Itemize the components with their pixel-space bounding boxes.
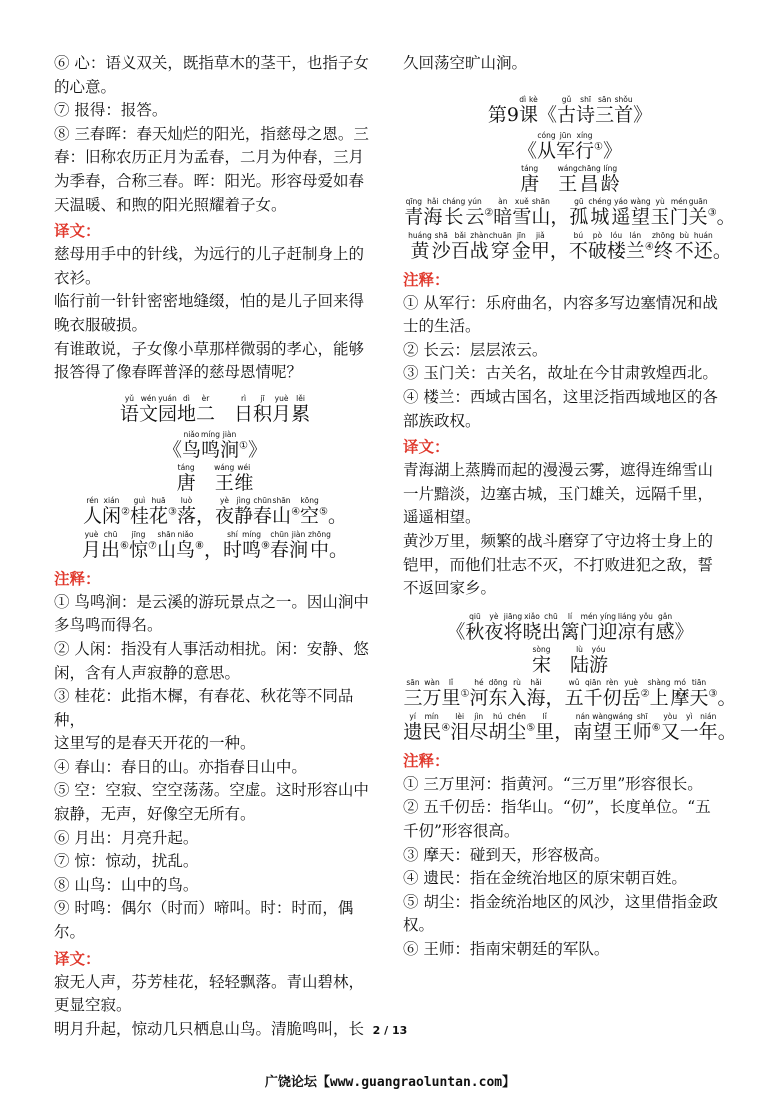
plain-char: ， bbox=[549, 239, 569, 262]
poem2-verse-1 bbox=[403, 679, 737, 713]
ruby-char: 累lěi bbox=[291, 393, 311, 425]
note-line: 士的生活。 bbox=[403, 317, 481, 336]
footnote-mark: ① bbox=[239, 440, 248, 452]
ruby-char: 仞rèn bbox=[602, 677, 622, 709]
ruby-char: 兰lán bbox=[625, 230, 645, 262]
ruby-char: 三sān bbox=[595, 94, 615, 126]
ruby-char: 望wàng bbox=[630, 196, 651, 228]
footnote-mark: ⑥ bbox=[651, 722, 661, 734]
ruby-char: 又yòu bbox=[660, 711, 680, 743]
page-number: 2 / 13 bbox=[372, 1024, 408, 1037]
poem2-verse-2 bbox=[403, 713, 737, 747]
ruby-char: 入rù bbox=[507, 677, 527, 709]
ruby-char: 山shān bbox=[272, 495, 292, 527]
ruby-char: 还huán bbox=[693, 230, 713, 262]
footnote-mark: ④ bbox=[291, 506, 301, 518]
ruby-char: 诗shī bbox=[576, 94, 596, 126]
ruby-char: 时shí bbox=[223, 529, 243, 561]
poem2-author bbox=[403, 646, 737, 679]
ruby-char: 战zhàn bbox=[469, 230, 489, 262]
ruby-char: 穿chuān bbox=[488, 230, 512, 262]
plain-char: 》 bbox=[674, 620, 694, 643]
ruby-char: 月yuè bbox=[272, 393, 292, 425]
ruby-char: 唐táng bbox=[176, 462, 196, 494]
translation-line: 有谁敢说，子女像小草那样微弱的孝心，能够 bbox=[54, 339, 365, 358]
ruby-char: 将jiāng bbox=[503, 611, 523, 643]
ruby-char: 二èr bbox=[195, 393, 215, 425]
ruby-char: 三sān bbox=[403, 677, 423, 709]
ruby-char: 千qiān bbox=[583, 677, 603, 709]
ruby-char: 师shī bbox=[632, 711, 652, 743]
ruby-char: 摩mó bbox=[670, 677, 690, 709]
footnote-mark: ② bbox=[121, 506, 130, 518]
ruby-char: 花huā bbox=[148, 495, 168, 527]
ruby-char: 鸣míng bbox=[201, 429, 221, 461]
note-line: ④ 楼兰：西域古国名，这里泛指西域地区的各 bbox=[403, 387, 718, 406]
ruby-char: 鸟niǎo bbox=[176, 529, 196, 561]
ruby-char: 雪xuě bbox=[512, 196, 532, 228]
plain-char: ， bbox=[550, 205, 570, 228]
ruby-char: 中zhōng bbox=[308, 529, 331, 561]
note-line: 这里写的是春天开花的一种。 bbox=[54, 734, 256, 753]
ruby-char: 地dì bbox=[176, 393, 196, 425]
note-line: ⑨ 时鸣：偶尔（时而）啼叫。时：时而，偶尔。 bbox=[54, 899, 354, 942]
ruby-char: 春chūn bbox=[270, 529, 290, 561]
ruby-char: 夜yè bbox=[215, 495, 235, 527]
ruby-char: 不bú bbox=[568, 230, 588, 262]
poem-verse-1 bbox=[54, 497, 376, 531]
ruby-char: 王wáng bbox=[612, 711, 633, 743]
ruby-char: 遥yáo bbox=[611, 196, 631, 228]
note-line: 天温暖、和煦的阳光照耀着子女。 bbox=[54, 195, 287, 214]
ruby-char: 百bǎi bbox=[450, 230, 470, 262]
note-line: 寂静，无声，好像空无所有。 bbox=[54, 805, 256, 824]
ruby-char: 龄líng bbox=[600, 163, 620, 195]
note-line: 的心意。 bbox=[54, 77, 117, 96]
ruby-char: 望wàng bbox=[592, 711, 613, 743]
ruby-char: 尘chén bbox=[507, 711, 527, 743]
notes-top bbox=[54, 52, 376, 217]
translation-line: 铠甲，而他们壮志不灭，不打败进犯之敌，誓 bbox=[403, 555, 714, 574]
ruby-char: 万wàn bbox=[422, 677, 442, 709]
note-line: ③ 摩天：碰到天，形容极高。 bbox=[403, 845, 610, 864]
footnote-mark: ③ bbox=[168, 506, 177, 518]
plain-char: 。 bbox=[717, 686, 737, 709]
ruby-char: 日rì bbox=[234, 393, 254, 425]
ruby-char: 东dōng bbox=[488, 677, 508, 709]
continued-text: 久回荡空旷山涧。 bbox=[403, 54, 528, 72]
ruby-char: 暗àn bbox=[493, 196, 513, 228]
ruby-char: 山shān bbox=[157, 529, 177, 561]
ruby-char: 宋sòng bbox=[531, 644, 551, 676]
ruby-char: 古gǔ bbox=[557, 94, 577, 126]
note-line: ④ 遗民：指在金统治地区的原宋朝百姓。 bbox=[403, 869, 687, 888]
note-line: 权。 bbox=[403, 916, 435, 935]
ruby-char: 王wáng bbox=[557, 163, 578, 195]
ruby-char: 首shǒu bbox=[614, 94, 634, 126]
plain-char: 9 bbox=[506, 103, 519, 126]
footnote-mark: ④ bbox=[644, 241, 654, 253]
translation-line: 衣衫。 bbox=[54, 268, 101, 287]
ruby-char: 涧jiàn bbox=[220, 429, 240, 461]
translation-line: 慈母用手中的针线，为远行的儿子赶制身上的 bbox=[54, 245, 365, 264]
ruby-char: 玉yù bbox=[650, 196, 670, 228]
ruby-char: 军jūn bbox=[556, 130, 576, 162]
ruby-char: 园yuán bbox=[157, 393, 177, 425]
note-line: ③ 桂花：此指木樨，有春花、秋花等不同品种， bbox=[54, 687, 354, 729]
ruby-char: 门mén bbox=[669, 196, 689, 228]
plain-char bbox=[196, 472, 215, 494]
translation-label: 译文： bbox=[403, 437, 450, 457]
ruby-char: 空kōng bbox=[300, 495, 320, 527]
ruby-char: 里lǐ bbox=[535, 711, 555, 743]
plain-char: 》 bbox=[633, 103, 653, 126]
ruby-char: 终zhōng bbox=[651, 230, 675, 262]
ruby-char: 泪lèi bbox=[450, 711, 470, 743]
ruby-char: 感gǎn bbox=[655, 611, 675, 643]
ruby-char: 山shān bbox=[531, 196, 551, 228]
plain-char: 《 bbox=[446, 620, 466, 643]
note-line: 千仞”形容很高。 bbox=[403, 821, 520, 840]
notes-label: 注释： bbox=[403, 269, 450, 289]
ruby-char: 秋qiū bbox=[465, 611, 485, 643]
notes2-list bbox=[403, 773, 737, 962]
translation-line: 明月升起，惊动几只栖息山鸟。清脆鸣叫，长 bbox=[54, 1019, 365, 1038]
note-line: ⑦ 惊：惊动，扰乱。 bbox=[54, 852, 199, 871]
translation-line: 报答得了像春晖普泽的慈母恩情呢？ bbox=[54, 363, 303, 382]
note-line: ⑤ 空：空寂、空空荡荡。空虚。这时形容山中 bbox=[54, 781, 369, 800]
plain-char: 《 bbox=[538, 103, 558, 126]
ruby-char: 长cháng bbox=[442, 196, 466, 228]
footnote-mark: ⑧ bbox=[195, 540, 204, 552]
footnote-mark: ③ bbox=[707, 207, 717, 219]
ruby-char: 出chū bbox=[541, 611, 561, 643]
plain-char: 》 bbox=[603, 139, 623, 162]
ruby-char: 凉liáng bbox=[617, 611, 637, 643]
ruby-char: 语yǔ bbox=[119, 393, 139, 425]
note-line: ⑧ 三春晖：春天灿烂的阳光，指慈母之恩。三 bbox=[54, 124, 369, 143]
footnote-mark: ① bbox=[460, 688, 470, 700]
translation-line: 遥遥相望。 bbox=[403, 508, 481, 527]
ruby-char: 春chūn bbox=[253, 495, 273, 527]
ruby-char: 一yì bbox=[679, 711, 699, 743]
ruby-char: 尽jìn bbox=[469, 711, 489, 743]
note-line: 部族政权。 bbox=[403, 411, 481, 430]
ruby-char: 胡hú bbox=[488, 711, 508, 743]
translation-label-2: 译文： bbox=[54, 948, 101, 968]
ruby-char: 陆lù bbox=[570, 644, 590, 676]
plain-char: 《 bbox=[517, 139, 537, 162]
note-line: ② 五千仞岳：指华山。“仞”，长度单位。“五 bbox=[403, 798, 711, 817]
translation-line: 黄沙万里，频繁的战斗磨穿了守边将士身上的 bbox=[403, 531, 714, 550]
note-line: 多鸟鸣而得名。 bbox=[54, 616, 163, 635]
ruby-char: 出chū bbox=[101, 529, 121, 561]
ruby-char: 篱lí bbox=[560, 611, 580, 643]
plain-char: 。 bbox=[328, 504, 348, 527]
right-column bbox=[403, 52, 737, 961]
plain-char: 。 bbox=[717, 720, 737, 743]
poem1-verse-2 bbox=[403, 232, 737, 266]
poem1-author bbox=[403, 165, 737, 198]
ruby-char: 行xíng bbox=[575, 130, 595, 162]
ruby-char: 昌chāng bbox=[577, 163, 601, 195]
footnote-mark: ④ bbox=[441, 722, 451, 734]
section-title bbox=[54, 395, 376, 429]
ruby-char: 海hǎi bbox=[423, 196, 443, 228]
plain-char: 第 bbox=[487, 103, 507, 126]
ruby-char: 里lǐ bbox=[441, 677, 461, 709]
ruby-char: 人rén bbox=[82, 495, 102, 527]
note-line: 为季春，合称三春。晖：阳光。形容母爱如春 bbox=[54, 171, 365, 190]
ruby-char: 门mén bbox=[579, 611, 599, 643]
note-line: ③ 玉门关：古关名，故址在今甘肃敦煌西北。 bbox=[403, 364, 718, 383]
footnote-mark: ① bbox=[594, 141, 603, 153]
translation-line: 一片黯淡，边塞古城，玉门雄关，远隔千里， bbox=[403, 484, 714, 503]
footnote-mark: ② bbox=[640, 688, 650, 700]
plain-char bbox=[539, 173, 558, 195]
translation-line: 不返回家乡。 bbox=[403, 579, 497, 598]
ruby-char: 静jìng bbox=[234, 495, 254, 527]
plain-char: 。 bbox=[716, 205, 736, 228]
ruby-char: 桂guì bbox=[129, 495, 149, 527]
left-column bbox=[54, 52, 376, 1041]
note-line: ② 人闲：指没有人事活动相扰。闲：安静、悠 bbox=[54, 639, 369, 658]
ruby-char: 落luò bbox=[176, 495, 196, 527]
ruby-char: 夜yè bbox=[484, 611, 504, 643]
footnote-mark: ⑥ bbox=[120, 540, 130, 552]
ruby-char: 惊jīng bbox=[129, 529, 149, 561]
note-line: ⑧ 山鸟：山中的鸟。 bbox=[54, 875, 199, 894]
translation-line: 青海湖上蒸腾而起的漫漫云雾，遮得连绵雪山 bbox=[403, 461, 714, 480]
plain-char: ， bbox=[195, 504, 215, 527]
footnote-mark: ③ bbox=[708, 688, 718, 700]
ruby-char: 晓xiǎo bbox=[522, 611, 542, 643]
ruby-char: 有yǒu bbox=[636, 611, 656, 643]
notes-label: 注释： bbox=[54, 568, 101, 588]
ruby-char: 城chéng bbox=[588, 196, 612, 228]
ruby-char: 王wáng bbox=[214, 462, 235, 494]
note-line: ② 长云：层层浓云。 bbox=[403, 340, 548, 359]
poem2-title bbox=[403, 613, 737, 646]
ruby-char: 关guān bbox=[688, 196, 708, 228]
note-line: ④ 春山：春日的山。亦指春日山中。 bbox=[54, 757, 307, 776]
ruby-char: 河hé bbox=[469, 677, 489, 709]
ruby-char: 遗yí bbox=[403, 711, 423, 743]
note-line: ① 从军行：乐府曲名，内容多写边塞情况和战 bbox=[403, 293, 718, 312]
ruby-char: 五wǔ bbox=[564, 677, 584, 709]
note-line: ⑤ 胡尘：指金统治地区的风沙，这里借指金政 bbox=[403, 892, 718, 911]
footnote-mark: ⑤ bbox=[526, 722, 536, 734]
ruby-char: 上shàng bbox=[647, 677, 671, 709]
ruby-char: 楼lóu bbox=[606, 230, 626, 262]
footnote-mark: ⑨ bbox=[261, 540, 271, 552]
poem1-title bbox=[403, 132, 737, 165]
notes-label-2: 注释： bbox=[403, 750, 450, 770]
note-line: ① 鸟鸣涧：是云溪的游玩景点之一。因山涧中 bbox=[54, 592, 369, 611]
ruby-char: 维wéi bbox=[234, 462, 254, 494]
ruby-char: 鸟niǎo bbox=[181, 429, 201, 461]
ruby-char: 沙shā bbox=[431, 230, 451, 262]
ruby-char: 天tiān bbox=[689, 677, 709, 709]
lesson-title bbox=[403, 96, 737, 130]
translation-top bbox=[54, 243, 376, 385]
ruby-char: 课dì kè bbox=[519, 94, 539, 126]
plain-char: 《 bbox=[162, 438, 182, 461]
translation-line: 更显空寂。 bbox=[54, 996, 132, 1015]
plain-char: 》 bbox=[248, 438, 268, 461]
ruby-char: 游yóu bbox=[589, 644, 609, 676]
poem1-verse-1 bbox=[403, 198, 737, 232]
plain-char: ， bbox=[554, 720, 574, 743]
translation-label: 译文： bbox=[54, 221, 101, 241]
plain-char bbox=[215, 403, 234, 425]
plain-char: ， bbox=[545, 686, 565, 709]
footnote-mark: ⑤ bbox=[319, 506, 329, 518]
site-footer: 广饶论坛【www.guangraoluntan.com】 bbox=[264, 1075, 516, 1090]
poem-title bbox=[54, 431, 376, 464]
ruby-char: 年nián bbox=[698, 711, 718, 743]
note-line: ⑥ 月出：月亮升起。 bbox=[54, 828, 199, 847]
note-line: 春：旧称农历正月为孟春，二月为仲春，三月 bbox=[54, 148, 365, 167]
note-line: ⑦ 报得：报答。 bbox=[54, 101, 168, 120]
ruby-char: 迎yíng bbox=[598, 611, 618, 643]
poem-verse-2 bbox=[54, 531, 376, 565]
poem-author bbox=[54, 464, 376, 497]
ruby-char: 南nán bbox=[573, 711, 593, 743]
translation1-text bbox=[403, 459, 737, 601]
plain-char bbox=[551, 654, 570, 676]
ruby-char: 唐táng bbox=[520, 163, 540, 195]
ruby-char: 鸣míng bbox=[242, 529, 262, 561]
ruby-char: 破pò bbox=[587, 230, 607, 262]
ruby-char: 不bù bbox=[674, 230, 694, 262]
note-line: ① 三万里河：指黄河。“三万里”形容很长。 bbox=[403, 774, 703, 793]
ruby-char: 岳yuè bbox=[621, 677, 641, 709]
notes-list bbox=[54, 591, 376, 945]
ruby-char: 闲xián bbox=[101, 495, 121, 527]
ruby-char: 涧jiàn bbox=[289, 529, 309, 561]
ruby-char: 青qīng bbox=[404, 196, 424, 228]
ruby-char: 云yún bbox=[465, 196, 485, 228]
ruby-char: 积jī bbox=[253, 393, 273, 425]
plain-char: ， bbox=[204, 538, 224, 561]
ruby-char: 孤gū bbox=[569, 196, 589, 228]
ruby-char: 文wén bbox=[138, 393, 158, 425]
ruby-char: 甲jiǎ bbox=[530, 230, 550, 262]
ruby-char: 月yuè bbox=[82, 529, 102, 561]
plain-char: 。 bbox=[712, 239, 732, 262]
note-line: ⑥ 心：语义双关，既指草木的茎干，也指子女 bbox=[54, 54, 369, 72]
translation-line: 临行前一针针密密地缝缀，怕的是儿子回来得 bbox=[54, 292, 365, 311]
translation-line: 晚衣服破损。 bbox=[54, 315, 148, 334]
ruby-char: 金jīn bbox=[511, 230, 531, 262]
note-line: ⑥ 王师：指南宋朝廷的军队。 bbox=[403, 939, 610, 958]
translation-line: 寂无人声，芬芳桂花，轻轻飘落。青山碧林， bbox=[54, 972, 365, 991]
ruby-char: 民mín bbox=[422, 711, 442, 743]
note-line: 闲，含有人声寂静的意思。 bbox=[54, 663, 241, 682]
ruby-char: 从cóng bbox=[536, 130, 556, 162]
notes1-list bbox=[403, 292, 737, 434]
plain-char: 。 bbox=[328, 538, 348, 561]
footnote-mark: ⑦ bbox=[148, 540, 157, 552]
footnote-mark: ② bbox=[484, 207, 494, 219]
ruby-char: 黄huáng bbox=[408, 230, 432, 262]
ruby-char: 海hǎi bbox=[526, 677, 546, 709]
